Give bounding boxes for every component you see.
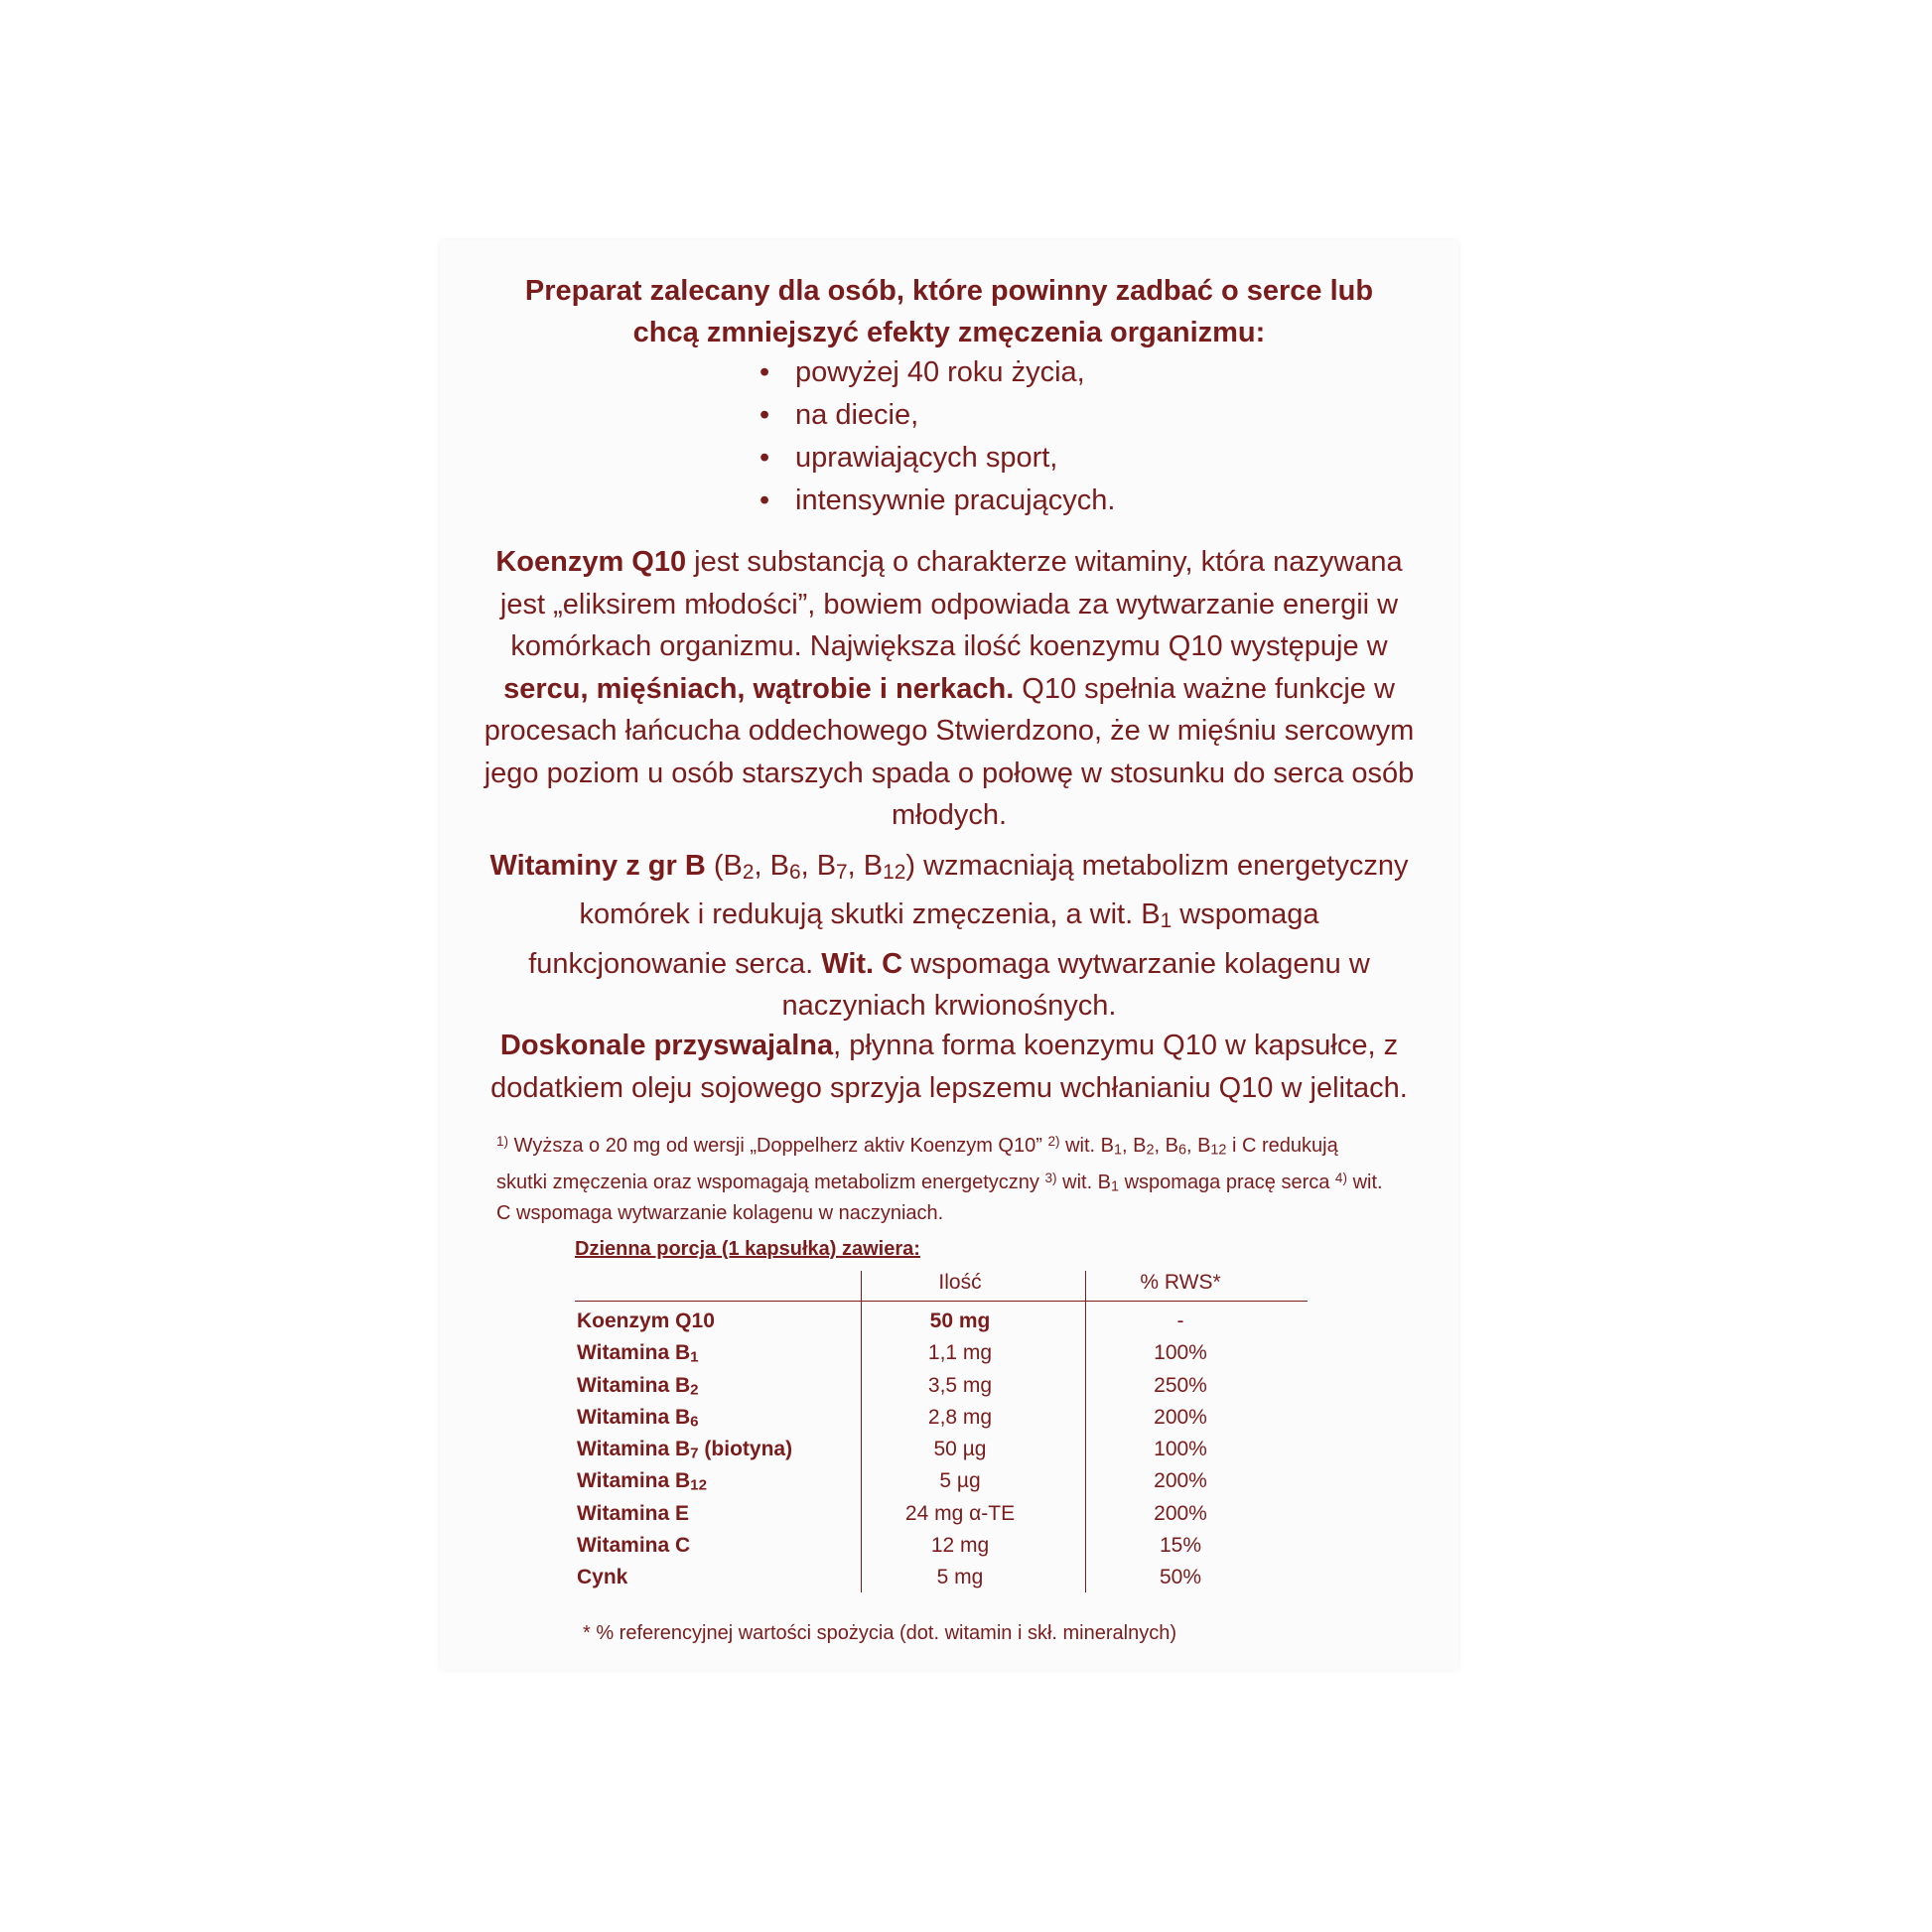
nutrient-amount: 50 mg — [929, 1310, 991, 1332]
subscript: 12 — [883, 860, 906, 884]
column-header-rws: % RWS* — [1140, 1271, 1221, 1294]
text: wspomaga funkcjonowanie serca. — [528, 898, 1319, 980]
nutrient-base: Witamina B — [577, 1341, 691, 1365]
subscript: 12 — [690, 1477, 707, 1495]
text: , B — [800, 850, 837, 882]
subscript: 6 — [690, 1413, 699, 1431]
bold-text: Witaminy z gr B — [489, 850, 706, 882]
footnote-marker: 1) — [496, 1134, 509, 1149]
nutrition-table — [575, 1271, 1308, 1594]
nutrition-heading: Dzienna porcja (1 kapsułka) zawiera: — [575, 1238, 920, 1260]
subscript: 2 — [690, 1381, 699, 1399]
nutrient-amount: 2,8 mg — [927, 1405, 993, 1429]
nutrient-rws: 50% — [1159, 1566, 1202, 1589]
nutrient-extra: (biotyna) — [698, 1438, 793, 1461]
nutrient-rws: 100% — [1154, 1341, 1207, 1365]
nutrient-base: Witamina B — [577, 1373, 691, 1397]
text: wit. C wspomaga wytwarzanie kolagenu w naczyniach. — [496, 1171, 1383, 1225]
text: , B — [1185, 1135, 1211, 1158]
text: wspomaga pracę serca — [1119, 1171, 1335, 1193]
text: , B — [1154, 1135, 1178, 1158]
footnotes — [496, 1128, 1390, 1227]
text: wspomaga wytwarzanie kolagenu w naczyniach krwionośnych. — [781, 947, 1370, 1022]
list-item: • powyżej 40 roku życia, — [759, 351, 1115, 394]
subscript: 2 — [1146, 1142, 1155, 1159]
text: ) wzmacniają metabolizm energetyczny komórek i redukują skutki zmęczenia, a wit. B — [579, 850, 1409, 931]
nutrient-base: Witamina B — [577, 1438, 691, 1461]
intro-line-2: chcą zmniejszyć efekty zmęczenia organizmu: — [632, 317, 1266, 348]
table-row — [575, 1498, 1308, 1530]
subscript: 1 — [1111, 1178, 1120, 1195]
text: , B — [1122, 1135, 1147, 1158]
nutrient-name — [577, 1306, 715, 1337]
footnote-marker: 2) — [1047, 1134, 1060, 1149]
nutrient-amount: 50 µg — [933, 1438, 987, 1461]
intro-line-1: Preparat zalecany dla osób, które powinny zadbać o serce lub — [524, 275, 1374, 307]
coenzyme-paragraph — [480, 541, 1419, 837]
subscript: 2 — [742, 860, 755, 884]
nutrient-rws: 200% — [1154, 1405, 1207, 1429]
vitamins-paragraph — [480, 845, 1419, 1028]
nutrient-amount: 12 mg — [930, 1534, 990, 1558]
nutrient-amount: 5 µg — [939, 1469, 981, 1493]
text: Q10 spełnia ważne funkcje w procesach łańcucha oddechowego Stwierdzono, że w mięśniu sercowym jego poziom u osób starszych spada o połowę w stosunku do serca osób młodych. — [483, 672, 1415, 831]
target-group-list — [759, 351, 1115, 522]
text: jest substancją o charakterze witaminy, która nazywana jest „eliksirem młodości”, bowiem odpowiada za wytwarzanie energii w komórkach organizmu. Największa ilość koenzymu Q10 występuje w — [499, 546, 1403, 662]
nutrient-base: Koenzym Q10 — [577, 1310, 715, 1332]
table-row — [575, 1337, 1308, 1369]
table-row — [575, 1465, 1308, 1497]
text: (B — [705, 850, 743, 882]
nutrient-rws: 100% — [1154, 1438, 1207, 1461]
nutrient-base: Witamina B — [577, 1405, 691, 1429]
subscript: 12 — [1210, 1142, 1227, 1159]
nutrient-amount: 1,1 mg — [927, 1341, 993, 1365]
bold-text: sercu, mięśniach, wątrobie i nerkach. — [503, 672, 1015, 705]
table-row — [575, 1370, 1308, 1402]
intro-heading — [440, 270, 1458, 353]
text: , B — [847, 850, 884, 882]
footnote-marker: 3) — [1044, 1170, 1057, 1185]
nutrient-amount: 5 mg — [936, 1566, 984, 1589]
nutrient-amount: 24 mg α-TE — [904, 1501, 1016, 1525]
table-row — [575, 1434, 1308, 1465]
leaflet-card — [440, 240, 1458, 1670]
text: wit. B — [1059, 1135, 1114, 1158]
nutrient-rws: 15% — [1159, 1534, 1202, 1558]
text: Wyższa o 20 mg od wersji „Doppelherz aktiv Koenzym Q10” — [508, 1135, 1048, 1158]
nutrient-name — [577, 1530, 690, 1562]
bold-text: Doskonale przyswajalna — [499, 1030, 834, 1061]
subscript: 7 — [690, 1445, 699, 1462]
table-row — [575, 1530, 1308, 1562]
subscript: 6 — [1177, 1142, 1186, 1159]
table-row — [575, 1306, 1308, 1337]
text: , płynna forma koenzymu Q10 w kapsułce, z dodatkiem oleju sojowego sprzyja lepszemu wchłanianiu Q10 w jelitach. — [490, 1030, 1408, 1104]
rws-footnote: * % referencyjnej wartości spożycia (dot. witamin i skł. mineralnych) — [583, 1622, 1176, 1644]
absorption-paragraph — [480, 1025, 1419, 1109]
list-item: • intensywnie pracujących. — [759, 480, 1115, 522]
subscript: 6 — [788, 860, 801, 884]
nutrient-base: Witamina E — [577, 1501, 689, 1525]
list-item: • na diecie, — [759, 394, 1115, 437]
text: i C redukują skutki zmęczenia oraz wspomagają metabolizm energetyczny — [496, 1135, 1338, 1193]
bold-text: Koenzym Q10 — [495, 546, 687, 578]
footnote-marker: 4) — [1334, 1170, 1348, 1185]
table-row — [575, 1402, 1308, 1434]
table-body — [575, 1302, 1308, 1594]
list-item: • uprawiających sport, — [759, 437, 1115, 480]
table-row — [575, 1562, 1308, 1593]
table-header — [575, 1271, 1308, 1302]
subscript: 1 — [690, 1349, 699, 1367]
subscript: 1 — [1114, 1142, 1123, 1159]
bold-text: Wit. C — [821, 947, 903, 980]
column-header-qty: Ilość — [938, 1271, 982, 1294]
nutrient-rws: - — [1176, 1310, 1184, 1332]
text: wit. B — [1056, 1171, 1112, 1193]
nutrient-base: Cynk — [577, 1566, 628, 1589]
nutrient-rws: 200% — [1154, 1501, 1207, 1525]
nutrient-name — [577, 1562, 627, 1593]
nutrient-base: Witamina C — [577, 1534, 691, 1558]
subscript: 7 — [836, 860, 848, 884]
nutrient-name — [577, 1498, 689, 1530]
text: , B — [754, 850, 789, 882]
nutrient-rws: 250% — [1154, 1373, 1207, 1397]
subscript: 1 — [1160, 909, 1173, 932]
nutrient-base: Witamina B — [577, 1469, 691, 1493]
nutrient-amount: 3,5 mg — [927, 1373, 993, 1397]
nutrient-rws: 200% — [1154, 1469, 1207, 1493]
